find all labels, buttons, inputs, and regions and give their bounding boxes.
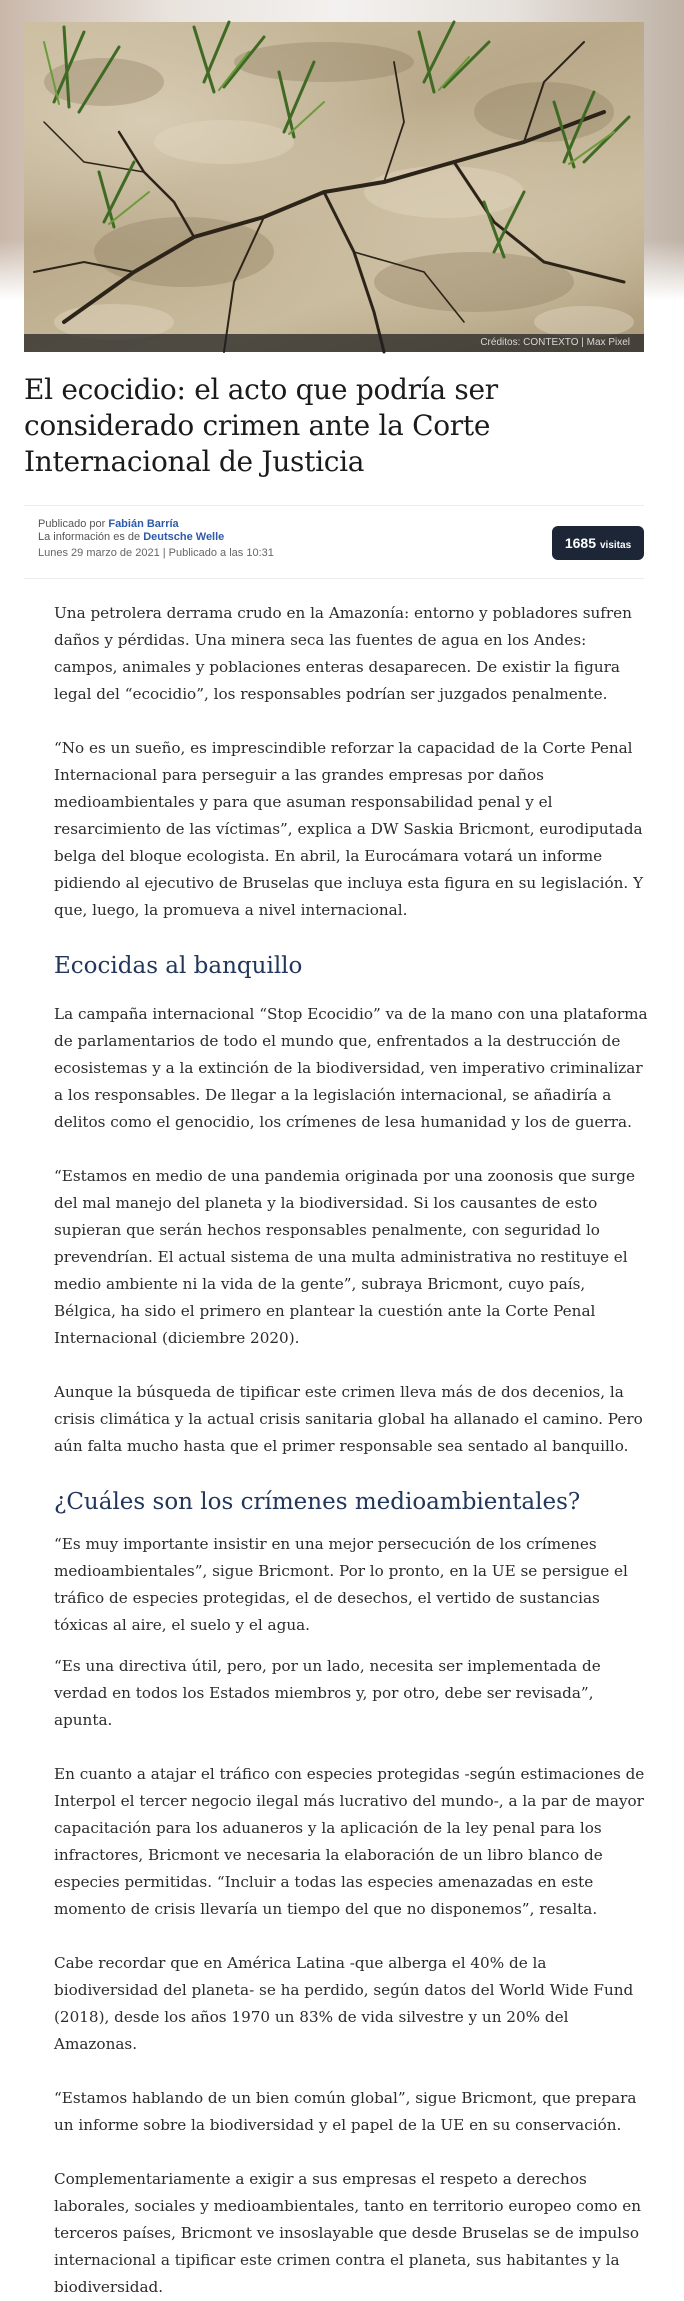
meta-info: [38, 518, 274, 560]
source-link[interactable]: Deutsche Welle: [143, 531, 225, 543]
author-link[interactable]: Fabián Barría: [108, 518, 179, 530]
paragraph: “No es un sueño, es imprescindible reforzar la capacidad de la Corte Penal Internacional para perseguir a las grandes empresas por daños medioambientales y para que asuman responsabilidad penal y el resarcimiento de las víctimas”, explica a DW Saskia Bricmont, eurodiputada belga del bloque ecologista. En abril, la Eurocámara votará un informe pidiendo al ejecutivo de Bruselas que incluya esta figura en su legislación. Y que, luego, la promueva a nivel internacional.: [54, 739, 644, 919]
publish-date: Lunes 29 marzo de 2021 | Publicado a las 10:31: [38, 547, 274, 559]
visits-label: visitas: [600, 540, 632, 551]
section-heading: Ecocidas al banquillo: [54, 953, 303, 979]
paragraph: Aunque la búsqueda de tipificar este crimen lleva más de dos decenios, la crisis climática y la actual crisis sanitaria global ha allanado el camino. Pero aún falta mucho hasta que el primer responsable sea sentado al banquillo.: [54, 1383, 643, 1455]
paragraph: La campaña internacional “Stop Ecocidio” va de la mano con una plataforma de parlamentarios de todo el mundo que, enfrentados a la destrucción de ecosistemas y a la extinción de la biodiversidad, ven imperativo criminalizar a los responsables. De llegar a la legislación internacional, se añadiría a delitos como el genocidio, los crímenes de lesa humanidad y los de guerra.: [54, 1005, 648, 1131]
source-label: La información es de: [38, 531, 141, 543]
paragraph: Complementariamente a exigir a sus empresas el respeto a derechos laborales, sociales y medioambientales, tanto en territorio europeo como en terceros países, Bricmont ve insoslayable que desde Bruselas se de impulso internacional a tipificar este crimen contra el planeta, sus habitantes y la biodiversidad.: [54, 2170, 642, 2296]
paragraph: “Estamos en medio de una pandemia originada por una zoonosis que surge del mal manejo del planeta y la biodiversidad. Si los causantes de esto supieran que serán hechos responsables penalmente, con seguridad lo prevendrían. El actual sistema de una multa administrativa no restituye el medio ambiente ni la vida de la gente”, subraya Bricmont, cuyo país, Bélgica, ha sido el primero en plantear la cuestión ante la Corte Penal Internacional (diciembre 2020).: [54, 1167, 635, 1347]
author-line: [38, 518, 274, 531]
paragraph: Una petrolera derrama crudo en la Amazonía: entorno y pobladores sufren daños y pérdidas. Una minera seca las fuentes de agua en los Andes: campos, animales y poblaciones enteras desaparecen. De existir la figura legal del “ecocidio”, los responsables podrían ser juzgados penalmente.: [54, 604, 632, 703]
cracked-soil-illustration: [24, 22, 644, 352]
article-meta: [24, 505, 644, 579]
visits-count: 1685: [564, 535, 596, 551]
paragraph: “Estamos hablando de un bien común global”, sigue Bricmont, que prepara un informe sobre la biodiversidad y el papel de la UE en su conservación.: [54, 2089, 637, 2134]
article-body: [54, 600, 650, 2301]
source-line: [38, 531, 274, 544]
paragraph: Cabe recordar que en América Latina -que alberga el 40% de la biodiversidad del planeta- se ha perdido, según datos del World Wide Fund (2018), desde los años 1970 un 83% de vida silvestre y un 20% del Amazonas.: [54, 1954, 634, 2053]
hero-image: [24, 22, 644, 352]
section-heading: ¿Cuáles son los crímenes medioambientales?: [54, 1489, 581, 1515]
paragraph: “Es muy importante insistir en una mejor persecución de los crímenes medioambientales”, sigue Bricmont. Por lo pronto, en la UE se persigue el tráfico de especies protegidas, el de desechos, el vertido de sustancias tóxicas al aire, el suelo y el agua.: [54, 1535, 628, 1634]
image-credit: Créditos: CONTEXTO | Max Pixel: [24, 334, 644, 352]
paragraph: “Es una directiva útil, pero, por un lado, necesita ser implementada de verdad en todos los Estados miembros y, por otro, debe ser revisada”, apunta.: [54, 1657, 601, 1729]
published-by-label: Publicado por: [38, 518, 106, 530]
hero-section: [0, 0, 684, 360]
paragraph: En cuanto a atajar el tráfico con especies protegidas -según estimaciones de Interpol el tercer negocio ilegal más lucrativo del mundo-, a la par de mayor capacitación para los aduaneros y la aplicación de la ley penal para los infractores, Bricmont ve necesaria la elaboración de un libro blanco de especies permitidas. “Incluir a todas las especies amenazadas en este momento de crisis llevaría un tiempo del que no disponemos”, resalta.: [54, 1765, 645, 1918]
visits-badge: [552, 526, 644, 560]
article-title: El ecocidio: el acto que podría ser considerado crimen ante la Corte Internacional de Justicia: [24, 373, 498, 478]
